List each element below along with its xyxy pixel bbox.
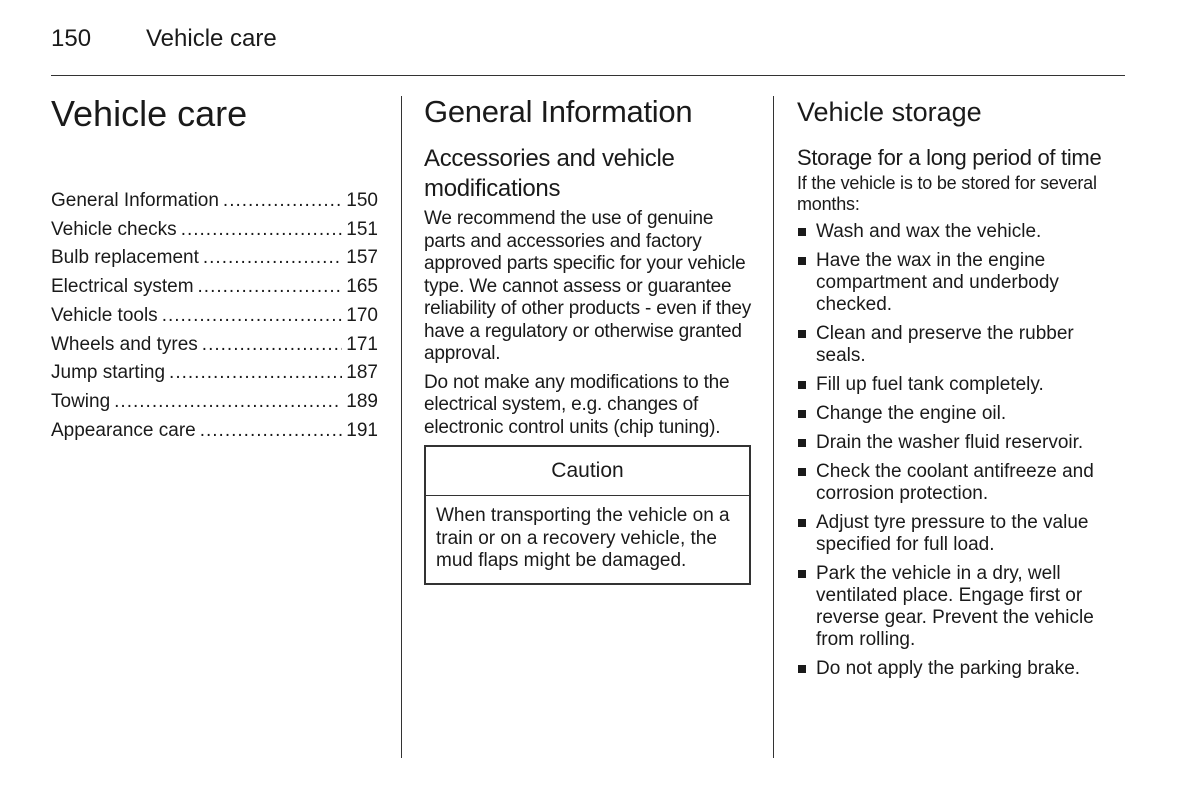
toc-entry — [51, 359, 378, 388]
bullet-square-icon — [798, 257, 806, 265]
toc-entry-label: Electrical system — [51, 276, 194, 298]
toc-entry-label: Jump starting — [51, 362, 166, 384]
toc-entry-page: 170 — [346, 304, 378, 326]
toc-entry — [51, 244, 378, 273]
toc-entry-page: 191 — [346, 419, 378, 441]
bullet-square-icon — [798, 330, 806, 338]
storage-bullet-list — [797, 221, 1127, 680]
storage-bullet-item — [797, 374, 1127, 396]
storage-bullet-text: Adjust tyre pressure to the value specified for full load. — [816, 512, 1089, 555]
storage-intro: If the vehicle is to be stored for several months: — [797, 173, 1097, 214]
toc-list — [51, 187, 378, 445]
toc-entry-page: 165 — [346, 276, 378, 298]
toc-entry-label: Towing — [51, 390, 111, 412]
storage-bullet-item — [797, 563, 1127, 651]
header-rule — [51, 75, 1125, 76]
column-divider-right — [773, 96, 774, 758]
toc-entry-page: 189 — [346, 390, 378, 412]
caution-text: When transporting the vehicle on a train or on a recovery vehicle, the mud flaps might be damaged. — [436, 505, 730, 571]
toc-entry — [51, 273, 378, 302]
storage-bullet-text: Park the vehicle in a dry, well ventilated place. Engage first or reverse gear. Prevent the vehicle from rolling. — [816, 563, 1094, 650]
toc-entry-label: Bulb replacement — [51, 247, 199, 269]
storage-bullet-item — [797, 432, 1127, 454]
page-number: 150 — [51, 25, 92, 52]
column-divider-left — [401, 96, 402, 758]
toc-entry-page: 157 — [346, 247, 378, 269]
toc-entry-label: Wheels and tyres — [51, 333, 198, 355]
toc-leader-dots — [181, 216, 343, 245]
toc-leader-dots — [162, 302, 343, 331]
section-title-general: General Information — [424, 94, 693, 129]
subsection-title-long-storage: Storage for a long period of time — [797, 145, 1102, 170]
bullet-square-icon — [798, 570, 806, 578]
toc-entry-label: General Information — [51, 190, 219, 211]
toc-entry — [51, 417, 378, 446]
storage-bullet-text: Have the wax in the engine compartment and underbody checked. — [816, 250, 1059, 315]
storage-bullet-text: Check the coolant antifreeze and corrosion protection. — [816, 461, 1094, 504]
storage-bullet-text: Drain the washer fluid reservoir. — [816, 432, 1084, 453]
storage-bullet-item — [797, 461, 1127, 505]
bullet-square-icon — [798, 381, 806, 389]
toc-entry — [51, 187, 378, 216]
storage-bullet-text: Clean and preserve the rubber seals. — [816, 323, 1074, 366]
toc-entry-page: 171 — [346, 333, 378, 355]
toc-entry-label: Vehicle tools — [51, 304, 158, 326]
section-title-storage: Vehicle storage — [797, 97, 982, 127]
storage-bullet-item — [797, 512, 1127, 556]
toc-entry-page: 187 — [346, 362, 378, 384]
page-header — [51, 24, 277, 54]
accessories-paragraph: We recommend the use of genuine parts and accessories and factory approved parts specific for your vehicle type. We cannot assess or guarantee reliability of other products - even if they have a regulatory or otherwise granted approval. — [424, 208, 752, 364]
storage-column — [797, 92, 1127, 687]
toc-leader-dots — [114, 388, 342, 417]
storage-bullet-text: Fill up fuel tank completely. — [816, 374, 1044, 395]
toc-leader-dots — [223, 187, 342, 216]
bullet-square-icon — [798, 519, 806, 527]
toc-entry — [51, 331, 378, 360]
subsection-title-accessories: Accessories and vehicle modifications — [424, 145, 675, 202]
storage-bullet-text: Change the engine oil. — [816, 403, 1007, 424]
toc-entry — [51, 388, 378, 417]
general-info-column — [424, 92, 754, 585]
caution-heading: Caution — [426, 447, 749, 496]
toc-leader-dots — [200, 417, 343, 446]
modifications-paragraph: Do not make any modifications to the electrical system, e.g. changes of electronic control units (chip tuning). — [424, 371, 730, 438]
toc-entry — [51, 302, 378, 331]
storage-bullet-item — [797, 658, 1127, 680]
storage-bullet-item — [797, 403, 1127, 425]
storage-bullet-item — [797, 221, 1127, 243]
toc-entry-page: 151 — [346, 218, 378, 240]
bullet-square-icon — [798, 228, 806, 236]
chapter-title: Vehicle care — [51, 93, 248, 134]
caution-box — [424, 445, 751, 585]
toc-leader-dots — [198, 273, 343, 302]
running-chapter-title: Vehicle care — [146, 25, 277, 52]
bullet-square-icon — [798, 439, 806, 447]
bullet-square-icon — [798, 410, 806, 418]
storage-bullet-item — [797, 323, 1127, 367]
toc-leader-dots — [202, 331, 343, 360]
bullet-square-icon — [798, 665, 806, 673]
toc-leader-dots — [203, 244, 342, 273]
toc-column — [51, 92, 378, 445]
storage-bullet-item — [797, 250, 1127, 316]
toc-entry-label: Appearance care — [51, 419, 196, 441]
bullet-square-icon — [798, 468, 806, 476]
storage-bullet-text: Do not apply the parking brake. — [816, 658, 1081, 679]
toc-entry — [51, 216, 378, 245]
toc-leader-dots — [169, 359, 342, 388]
toc-entry-label: Vehicle checks — [51, 218, 177, 240]
toc-entry-page: 150 — [346, 190, 378, 211]
storage-bullet-text: Wash and wax the vehicle. — [816, 221, 1042, 242]
